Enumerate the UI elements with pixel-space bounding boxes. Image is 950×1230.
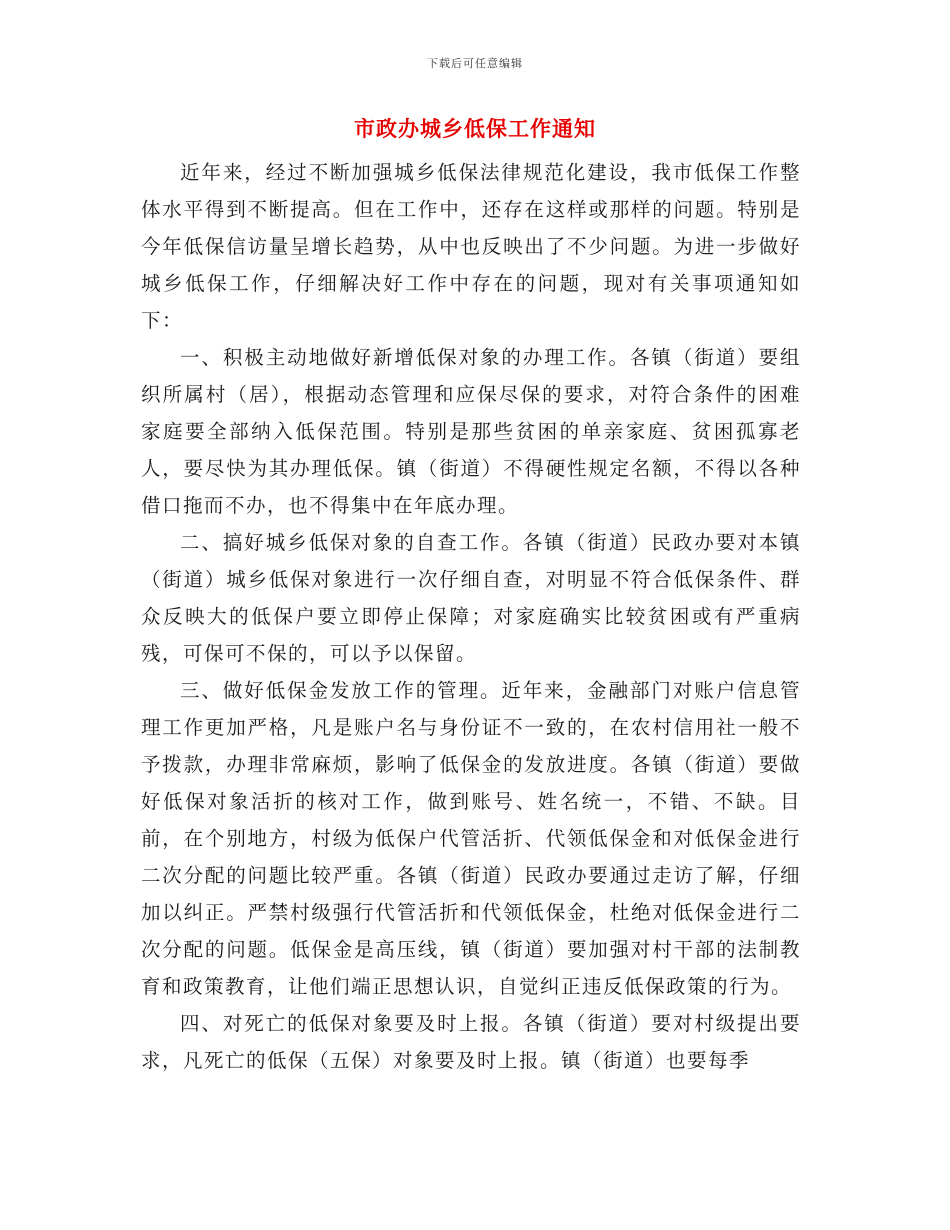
document-body xyxy=(141,154,801,1079)
paragraph-intro: 近年来，经过不断加强城乡低保法律规范化建设，我市低保工作整体水平得到不断提高。但在工作中，还存在这样或那样的问题。特别是今年低保信访量呈增长趋势，从中也反映出了不少问题。为进一步做好城乡低保工作，仔细解决好工作中存在的问题，现对有关事项通知如下： xyxy=(141,161,801,332)
page-header-note: 下载后可任意编辑 xyxy=(427,57,523,70)
paragraph-item-1: 一、积极主动地做好新增低保对象的办理工作。各镇（街道）要组织所属村（居），根据动态管理和应保尽保的要求，对符合条件的困难家庭要全部纳入低保范围。特别是那些贫困的单亲家庭、贫困孤寡老人，要尽快为其办理低保。镇（街道）不得硬性规定名额，不得以各种借口拖而不办，也不得集中在年底办理。 xyxy=(141,346,801,517)
paragraph-item-3: 三、做好低保金发放工作的管理。近年来，金融部门对账户信息管理工作更加严格，凡是账户名与身份证不一致的，在农村信用社一般不予拨款，办理非常麻烦，影响了低保金的发放进度。各镇（街道）要做好低保对象活折的核对工作，做到账号、姓名统一，不错、不缺。目前，在个别地方，村级为低保户代管活折、代领低保金和对低保金进行二次分配的问题比较严重。各镇（街道）民政办要通过走访了解，仔细加以纠正。严禁村级强行代管活折和代领低保金，杜绝对低保金进行二次分配的问题。低保金是高压线，镇（街道）要加强对村干部的法制教育和政策教育，让他们端正思想认识，自觉纠正违反低保政策的行为。 xyxy=(141,679,801,998)
document-title: 市政办城乡低保工作通知 xyxy=(354,116,596,141)
paragraph-item-4: 四、对死亡的低保对象要及时上报。各镇（街道）要对村级提出要求，凡死亡的低保（五保）对象要及时上报。镇（街道）也要每季 xyxy=(141,1012,801,1072)
paragraph-item-2: 二、搞好城乡低保对象的自查工作。各镇（街道）民政办要对本镇（街道）城乡低保对象进行一次仔细自查，对明显不符合低保条件、群众反映大的低保户要立即停止保障；对家庭确实比较贫困或有严重病残，可保可不保的，可以予以保留。 xyxy=(141,531,801,665)
